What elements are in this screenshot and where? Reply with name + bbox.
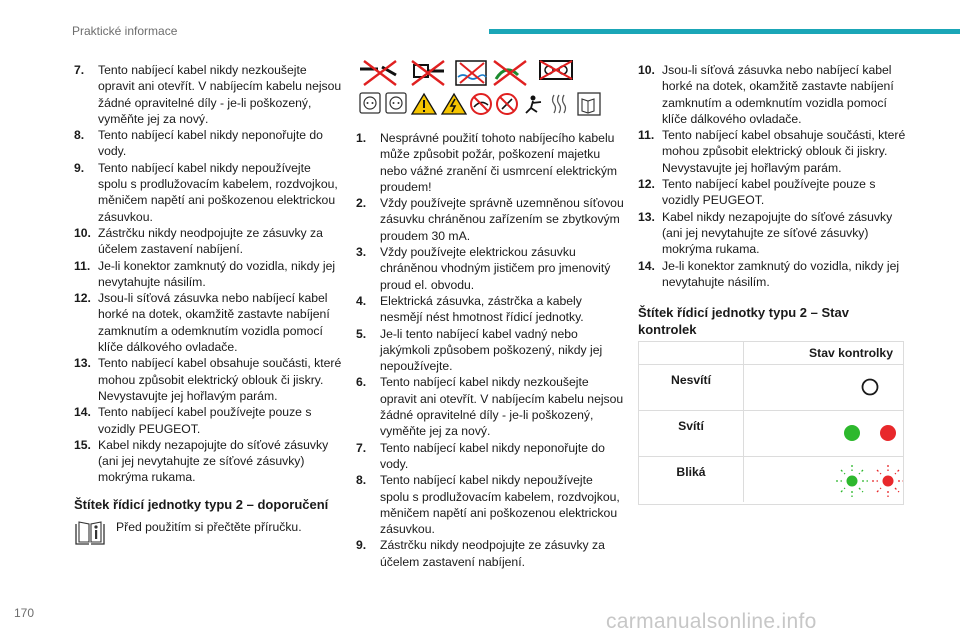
warning-triangle-icon [412, 94, 436, 114]
page-number: 170 [14, 606, 35, 620]
item-number: 11. [74, 258, 91, 273]
read-manual-icon [578, 93, 600, 115]
table-row [639, 456, 903, 502]
indicator-state-table [638, 341, 904, 505]
no-damaged-cable-icon [471, 94, 491, 114]
list-item [638, 62, 906, 127]
item-text: Tento nabíjecí kabel používejte pouze s vozidly PEUGEOT. [98, 405, 312, 436]
item-text: Jsou-li síťová zásuvka nebo nabíjecí kabel horké na dotek, okamžitě zastavte nabíjení zamknutím a odemknutím vozidla pomocí klíče dálkového ovladače. [98, 291, 330, 355]
list-item [356, 130, 624, 195]
no-extension-cord-icon [360, 61, 396, 85]
indicator-red-icon [880, 425, 896, 441]
socket-icon [360, 93, 380, 113]
item-text: Tento nabíjecí kabel nikdy nepoužívejte spolu s prodlužovacím kabelem, rozdvojkou, měničem napětí ani poškozenou elektrickou zásuvkou. [380, 473, 620, 537]
list-item [356, 293, 624, 326]
list-item [638, 209, 906, 258]
state-label-off: Nesvítí [671, 373, 711, 387]
item-text: Je-li konektor zamknutý do vozidla, nikdy jej nevytahujte násilím. [98, 258, 336, 289]
item-text: Tento nabíjecí kabel nikdy nezkoušejte opravit ani otevřít. V nabíjecím kabelu nejsou žádné opravitelné díly - je-li poškozený, vyměňte jej za nový. [380, 375, 624, 439]
item-text: Je-li konektor zamknutý do vozidla, nikdy jej nevytahujte násilím. [662, 258, 900, 289]
list-item [356, 244, 624, 293]
heat-icon [553, 95, 566, 113]
indicator-green-blinking-icon [836, 465, 868, 497]
header-accent-bar [489, 29, 960, 34]
item-number: 14. [74, 405, 91, 420]
item-number: 4. [356, 293, 367, 308]
page-header-title: Praktické informace [72, 24, 178, 38]
note-read-manual [74, 519, 342, 549]
indicator-red-blinking-icon [872, 465, 903, 497]
item-text: Jsou-li síťová zásuvka nebo nabíjecí kabel horké na dotek, okamžitě zastavte nabíjení zamknutím a odemknutím vozidla pomocí klíče dálkového ovladače. [662, 63, 894, 126]
item-text: Je-li tento nabíjecí kabel vadný nebo jakýmkoli způsobem poškozený, nikdy jej nepoužívejte. [380, 326, 603, 374]
list-item [638, 176, 906, 209]
item-number: 10. [638, 63, 655, 77]
item-number: 14. [638, 258, 655, 273]
watermark: carmanualsonline.info [606, 610, 817, 633]
table-row [639, 364, 903, 410]
item-text: Zástrčku nikdy neodpojujte ze zásuvky za účelem zastavení nabíjení. [98, 225, 323, 257]
list-item [638, 258, 906, 291]
item-number: 10. [74, 225, 91, 240]
indicator-green-icon [844, 425, 860, 441]
item-text: Tento nabíjecí kabel nikdy neponořujte do vody. [380, 440, 605, 471]
list-item [356, 472, 624, 537]
no-adapter-icon [412, 61, 444, 85]
table-header-cell: Stav kontrolky [743, 342, 903, 364]
no-tools-icon [497, 94, 517, 114]
item-number: 12. [74, 291, 91, 306]
indicator-off-icon [863, 380, 878, 395]
item-text: Tento nabíjecí kabel používejte pouze s vozidly PEUGEOT. [662, 177, 876, 208]
item-text: Tento nabíjecí kabel nikdy nezkoušejte opravit ani otevřít. V nabíjecím kabelu nejsou žádné opravitelné díly - je-li poškozený, vyměňte jej za nový. [98, 63, 342, 126]
item-text: Zástrčku nikdy neodpojujte ze zásuvky za účelem zastavení nabíjení. [380, 538, 605, 569]
state-label-on: Svítí [678, 419, 704, 433]
item-number: 6. [356, 375, 367, 390]
warning-pictograms [356, 57, 622, 123]
item-number: 9. [356, 538, 367, 553]
item-number: 9. [74, 160, 85, 175]
item-number: 11. [638, 128, 655, 143]
safety-list-1 [74, 62, 342, 486]
item-text: Tento nabíjecí kabel obsahuje součásti, které mohou způsobit elektrický oblouk či jiskry. Nevystavujte jej hořlavým parám. [662, 128, 906, 175]
item-text: Nesprávné použití tohoto nabíjecího kabelu může způsobit požár, poškození majetku nebo vážné zranění či usmrcení elektrickým proudem! [380, 131, 618, 194]
list-item [638, 127, 906, 176]
state-indicators [743, 411, 903, 456]
list-item [74, 160, 342, 225]
item-number: 12. [638, 177, 655, 192]
item-number: 13. [74, 356, 91, 371]
item-number: 13. [638, 209, 655, 224]
table-row [639, 410, 903, 456]
no-multi-socket-icon [540, 61, 572, 79]
item-text: Tento nabíjecí kabel obsahuje součásti, které mohou způsobit elektrický oblouk či jiskry. Nevystavujte jej hořlavým parám. [98, 356, 342, 403]
no-water-immersion-icon [456, 61, 486, 85]
item-text: Vždy používejte elektrickou zásuvku chráněnou vhodným jističem pro jmenovitý proud el. obvodu. [380, 245, 611, 292]
state-label-blinking: Bliká [676, 465, 706, 479]
item-text: Tento nabíjecí kabel nikdy neponořujte do vody. [98, 128, 323, 159]
socket-icon [386, 93, 406, 113]
item-text: Elektrická zásuvka, zástrčka a kabely nesmějí nést hmotnost řídicí jednotky. [380, 293, 584, 325]
list-item [356, 326, 624, 375]
item-text: Vždy používejte správně uzemněnou síťovou zásuvku chráněnou zařízením se zbytkovým proudem 30 mA. [380, 196, 624, 243]
safety-list-2 [356, 130, 624, 570]
note-text: Před použitím si přečtěte příručku. [116, 519, 302, 534]
list-item [74, 225, 342, 258]
section-heading-recommendations: Štítek řídicí jednotky typu 2 – doporučení [74, 496, 329, 512]
item-number: 8. [74, 128, 85, 143]
state-indicators [743, 457, 903, 502]
table-header-row [639, 342, 903, 364]
item-number: 1. [356, 131, 367, 145]
column-3 [638, 62, 906, 344]
list-item [74, 127, 342, 160]
electric-hazard-icon [442, 94, 466, 114]
item-number: 7. [74, 63, 85, 77]
list-item [356, 440, 624, 473]
item-number: 2. [356, 196, 367, 211]
list-item [356, 374, 624, 439]
list-item [74, 355, 342, 404]
list-item [356, 537, 624, 570]
column-1 [74, 62, 342, 549]
column-2 [356, 130, 624, 570]
item-number: 7. [356, 440, 367, 455]
item-text: Kabel nikdy nezapojujte do síťové zásuvky (ani jej nevytahujte ze síťové zásuvky) mokrýma rukama. [662, 209, 893, 257]
list-item [74, 290, 342, 355]
list-item [74, 258, 342, 291]
item-text: Kabel nikdy nezapojujte do síťové zásuvky (ani jej nevytahujte ze síťové zásuvky) mokrýma rukama. [98, 437, 329, 485]
list-item [74, 437, 342, 486]
manual-info-icon [74, 519, 106, 547]
item-number: 15. [74, 437, 91, 452]
list-item [356, 195, 624, 244]
no-pulling-icon [526, 96, 541, 114]
no-garden-use-icon [494, 61, 526, 85]
list-item [74, 404, 342, 437]
state-indicators [743, 365, 903, 410]
item-number: 5. [356, 326, 367, 341]
item-text: Tento nabíjecí kabel nikdy nepoužívejte spolu s prodlužovacím kabelem, rozdvojkou, měničem napětí ani poškozenou elektrickou zásuvkou. [98, 160, 338, 224]
item-number: 3. [356, 245, 367, 260]
safety-list-3 [638, 62, 906, 290]
section-heading-indicator-states: Štítek řídicí jednotky typu 2 – Stav kontrolek [638, 305, 849, 338]
item-number: 8. [356, 473, 367, 488]
list-item [74, 62, 342, 127]
